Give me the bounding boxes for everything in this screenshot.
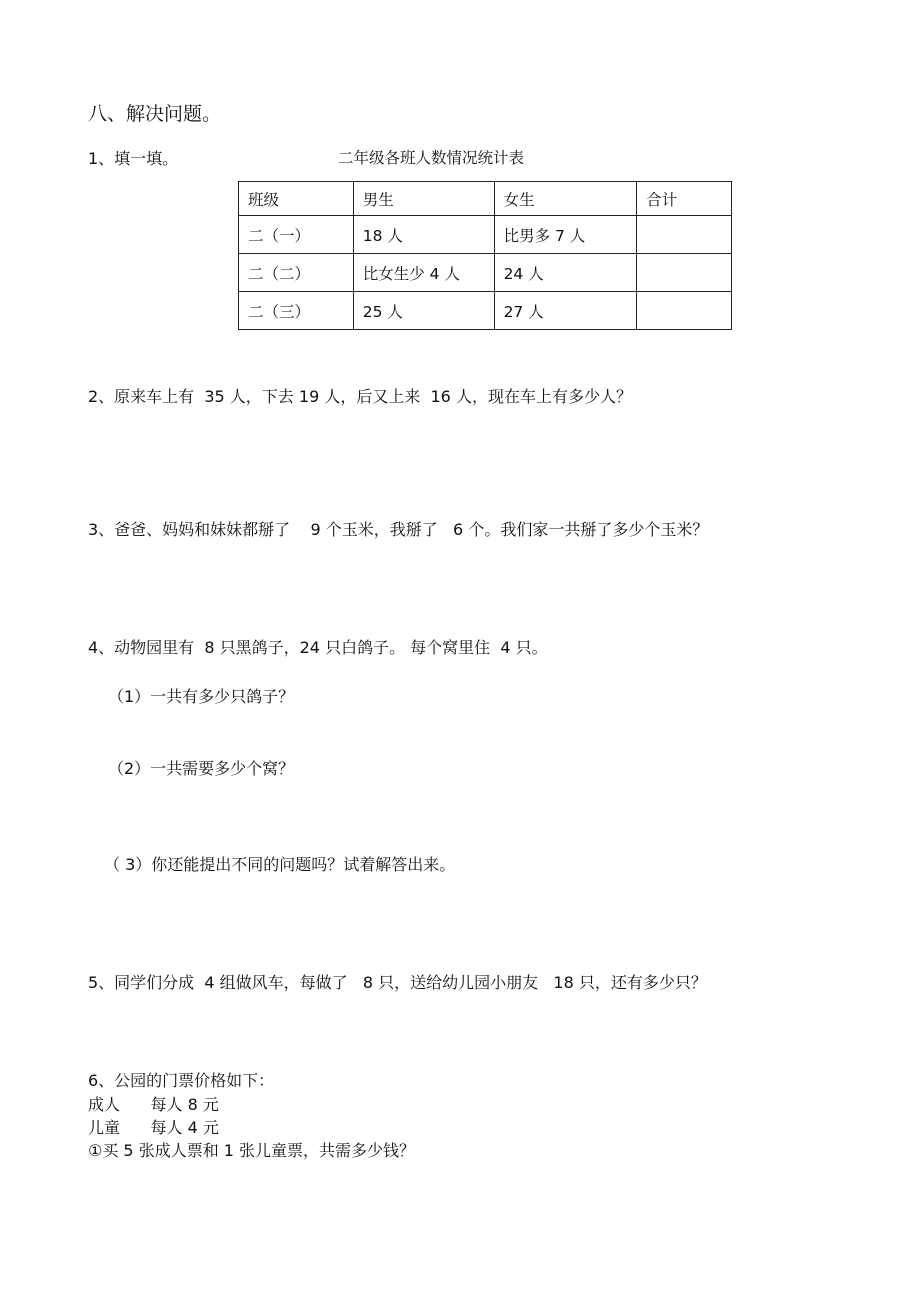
cell-class: 二（二） [239,254,354,292]
question-4-part-3: （ 3）你还能提出不同的问题吗？试着解答出来。 [104,855,456,874]
class-stats-table [238,181,732,330]
header-total: 合计 [637,182,732,216]
cell-girls: 27 人 [494,292,637,330]
cell-boys: 18 人 [353,216,494,254]
price-adult: 成人 每人 8 元 [88,1095,219,1114]
section-title: 八、解决问题。 [88,103,222,125]
question-3: 3、爸爸、妈妈和妹妹都掰了 9 个玉米，我掰了 6 个。我们家一共掰了多少个玉米？ [88,520,709,539]
cell-girls: 24 人 [494,254,637,292]
header-boys: 男生 [353,182,494,216]
question-5: 5、同学们分成 4 组做风车，每做了 8 只，送给幼儿园小朋友 18 只，还有多少只？ [88,973,707,992]
cell-boys: 比女生少 4 人 [353,254,494,292]
table-title: 二年级各班人数情况统计表 [338,149,525,167]
cell-total[interactable] [637,254,732,292]
table-row [239,292,732,330]
table-row [239,216,732,254]
q1-label: 1、填一填。 [88,149,179,168]
question-6-part-1: ①买 5 张成人票和 1 张儿童票，共需多少钱？ [88,1141,416,1160]
cell-class: 二（三） [239,292,354,330]
cell-total[interactable] [637,216,732,254]
table-row [239,254,732,292]
cell-class: 二（一） [239,216,354,254]
cell-total[interactable] [637,292,732,330]
question-4-part-2: （2）一共需要多少个窝？ [108,759,295,778]
question-2: 2、原来车上有 35 人，下去 19 人，后又上来 16 人，现在车上有多少人？ [88,387,632,406]
cell-girls: 比男多 7 人 [494,216,637,254]
price-child: 儿童 每人 4 元 [88,1118,219,1137]
question-4-part-1: （1）一共有多少只鸽子？ [108,687,295,706]
question-6: 6、公园的门票价格如下： [88,1071,275,1090]
header-class: 班级 [239,182,354,216]
question-4: 4、动物园里有 8 只黑鸽子，24 只白鸽子。 每个窝里住 4 只。 [88,638,548,657]
table-header-row [239,182,732,216]
header-girls: 女生 [494,182,637,216]
cell-boys: 25 人 [353,292,494,330]
